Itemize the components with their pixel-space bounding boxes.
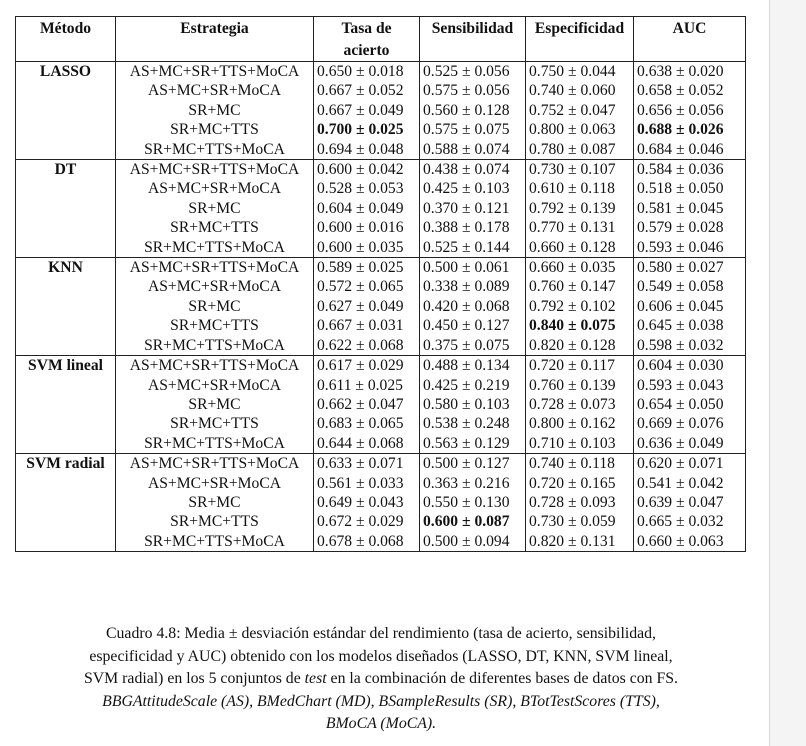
cell-auc: 0.658 ± 0.052 bbox=[634, 81, 746, 100]
cell-sens: 0.438 ± 0.074 bbox=[420, 160, 526, 180]
cell-spec: 0.770 ± 0.131 bbox=[526, 218, 634, 237]
cell-auc: 0.549 ± 0.058 bbox=[634, 277, 746, 296]
cell-spec-best: 0.840 ± 0.075 bbox=[529, 317, 616, 335]
cell-strategy: AS+MC+SR+MoCA bbox=[116, 81, 314, 100]
cell-method: DT bbox=[16, 160, 116, 180]
cell-method bbox=[16, 218, 116, 237]
cell-acc: 0.650 ± 0.018 bbox=[314, 62, 420, 82]
header-metodo: Método bbox=[16, 17, 116, 40]
cell-strategy: SR+MC+TTS bbox=[116, 512, 314, 531]
cell-auc: 0.593 ± 0.043 bbox=[634, 376, 746, 395]
cell-sens bbox=[420, 512, 526, 531]
cell-strategy: SR+MC+TTS+MoCA bbox=[116, 336, 314, 356]
cell-method bbox=[16, 512, 116, 531]
cell-acc: 0.667 ± 0.031 bbox=[314, 316, 420, 335]
cell-spec: 0.780 ± 0.087 bbox=[526, 140, 634, 160]
cell-spec: 0.820 ± 0.131 bbox=[526, 532, 634, 552]
caption-line-5: BMoCA (MoCA). bbox=[325, 715, 437, 732]
cell-acc bbox=[314, 120, 420, 139]
cell-acc: 0.678 ± 0.068 bbox=[314, 532, 420, 552]
table-row bbox=[16, 395, 746, 414]
cell-method bbox=[16, 376, 116, 395]
cell-method bbox=[16, 101, 116, 120]
cell-spec: 0.752 ± 0.047 bbox=[526, 101, 634, 120]
cell-acc: 0.672 ± 0.029 bbox=[314, 512, 420, 531]
cell-method bbox=[16, 532, 116, 552]
table-row bbox=[16, 140, 746, 160]
cell-acc: 0.589 ± 0.025 bbox=[314, 258, 420, 278]
cell-auc: 0.541 ± 0.042 bbox=[634, 474, 746, 493]
cell-acc: 0.528 ± 0.053 bbox=[314, 179, 420, 198]
caption-line-3-italic: test bbox=[304, 670, 327, 687]
cell-auc: 0.636 ± 0.049 bbox=[634, 434, 746, 454]
cell-spec: 0.792 ± 0.139 bbox=[526, 199, 634, 218]
cell-auc: 0.604 ± 0.030 bbox=[634, 356, 746, 376]
cell-method: LASSO bbox=[16, 62, 116, 82]
table-row bbox=[16, 454, 746, 474]
table-row bbox=[16, 376, 746, 395]
cell-method: KNN bbox=[16, 258, 116, 278]
cell-acc: 0.611 ± 0.025 bbox=[314, 376, 420, 395]
cell-method bbox=[16, 81, 116, 100]
table-row bbox=[16, 356, 746, 376]
table-row bbox=[16, 414, 746, 433]
cell-acc: 0.622 ± 0.068 bbox=[314, 336, 420, 356]
cell-strategy: SR+MC bbox=[116, 493, 314, 512]
cell-method bbox=[16, 395, 116, 414]
cell-acc: 0.572 ± 0.065 bbox=[314, 277, 420, 296]
cell-sens: 0.425 ± 0.219 bbox=[420, 376, 526, 395]
cell-strategy: SR+MC+TTS bbox=[116, 316, 314, 335]
cell-spec: 0.710 ± 0.103 bbox=[526, 434, 634, 454]
cell-sens: 0.575 ± 0.056 bbox=[420, 81, 526, 100]
header-especificidad: Especificidad bbox=[526, 17, 634, 40]
cell-spec: 0.760 ± 0.147 bbox=[526, 277, 634, 296]
cell-auc: 0.660 ± 0.063 bbox=[634, 532, 746, 552]
cell-method bbox=[16, 140, 116, 160]
cell-spec: 0.740 ± 0.118 bbox=[526, 454, 634, 474]
table-body bbox=[16, 62, 746, 552]
cell-spec: 0.720 ± 0.165 bbox=[526, 474, 634, 493]
header-especificidad-line2 bbox=[526, 39, 634, 62]
cell-method bbox=[16, 434, 116, 454]
cell-auc: 0.656 ± 0.056 bbox=[634, 101, 746, 120]
cell-sens: 0.420 ± 0.068 bbox=[420, 297, 526, 316]
table-row bbox=[16, 474, 746, 493]
cell-sens: 0.363 ± 0.216 bbox=[420, 474, 526, 493]
cell-spec: 0.730 ± 0.107 bbox=[526, 160, 634, 180]
cell-auc: 0.639 ± 0.047 bbox=[634, 493, 746, 512]
cell-method bbox=[16, 493, 116, 512]
cell-strategy: SR+MC+TTS+MoCA bbox=[116, 434, 314, 454]
cell-acc-best: 0.700 ± 0.025 bbox=[317, 121, 404, 139]
cell-method bbox=[16, 297, 116, 316]
cell-sens: 0.580 ± 0.103 bbox=[420, 395, 526, 414]
cell-spec: 0.800 ± 0.162 bbox=[526, 414, 634, 433]
cell-acc: 0.644 ± 0.068 bbox=[314, 434, 420, 454]
cell-sens: 0.525 ± 0.056 bbox=[420, 62, 526, 82]
caption-line-3-pre: SVM radial) en los 5 conjuntos de bbox=[83, 670, 305, 687]
cell-method bbox=[16, 474, 116, 493]
cell-acc: 0.600 ± 0.016 bbox=[314, 218, 420, 237]
header-estrategia: Estrategia bbox=[116, 17, 314, 40]
table-row bbox=[16, 160, 746, 180]
cell-spec: 0.820 ± 0.128 bbox=[526, 336, 634, 356]
cell-acc: 0.649 ± 0.043 bbox=[314, 493, 420, 512]
table-caption bbox=[16, 623, 746, 736]
cell-strategy: AS+MC+SR+MoCA bbox=[116, 474, 314, 493]
cell-auc: 0.638 ± 0.020 bbox=[634, 62, 746, 82]
cell-auc: 0.518 ± 0.050 bbox=[634, 179, 746, 198]
table-row bbox=[16, 277, 746, 296]
results-table-container bbox=[15, 16, 745, 552]
cell-strategy: SR+MC+TTS+MoCA bbox=[116, 238, 314, 258]
cell-sens-best: 0.600 ± 0.087 bbox=[423, 513, 510, 531]
cell-sens: 0.370 ± 0.121 bbox=[420, 199, 526, 218]
cell-acc: 0.683 ± 0.065 bbox=[314, 414, 420, 433]
cell-method bbox=[16, 414, 116, 433]
cell-sens: 0.488 ± 0.134 bbox=[420, 356, 526, 376]
cell-acc: 0.617 ± 0.029 bbox=[314, 356, 420, 376]
cell-auc: 0.645 ± 0.038 bbox=[634, 316, 746, 335]
header-auc-line2 bbox=[634, 39, 746, 62]
cell-strategy: AS+MC+SR+TTS+MoCA bbox=[116, 160, 314, 180]
cell-spec: 0.750 ± 0.044 bbox=[526, 62, 634, 82]
cell-acc: 0.694 ± 0.048 bbox=[314, 140, 420, 160]
cell-sens: 0.338 ± 0.089 bbox=[420, 277, 526, 296]
cell-strategy: SR+MC bbox=[116, 297, 314, 316]
cell-spec: 0.728 ± 0.073 bbox=[526, 395, 634, 414]
cell-acc: 0.600 ± 0.035 bbox=[314, 238, 420, 258]
cell-sens: 0.388 ± 0.178 bbox=[420, 218, 526, 237]
cell-spec: 0.800 ± 0.063 bbox=[526, 120, 634, 139]
cell-auc: 0.684 ± 0.046 bbox=[634, 140, 746, 160]
cell-auc: 0.620 ± 0.071 bbox=[634, 454, 746, 474]
table-row bbox=[16, 512, 746, 531]
cell-spec: 0.720 ± 0.117 bbox=[526, 356, 634, 376]
cell-acc: 0.633 ± 0.071 bbox=[314, 454, 420, 474]
table-row bbox=[16, 101, 746, 120]
cell-strategy: AS+MC+SR+MoCA bbox=[116, 179, 314, 198]
cell-acc: 0.604 ± 0.049 bbox=[314, 199, 420, 218]
table-row bbox=[16, 199, 746, 218]
cell-method bbox=[16, 199, 116, 218]
cell-sens: 0.500 ± 0.094 bbox=[420, 532, 526, 552]
cell-sens: 0.575 ± 0.075 bbox=[420, 120, 526, 139]
cell-strategy: AS+MC+SR+TTS+MoCA bbox=[116, 62, 314, 82]
header-sensibilidad: Sensibilidad bbox=[420, 17, 526, 40]
cell-acc: 0.627 ± 0.049 bbox=[314, 297, 420, 316]
cell-strategy: SR+MC+TTS+MoCA bbox=[116, 532, 314, 552]
cell-spec: 0.760 ± 0.139 bbox=[526, 376, 634, 395]
cell-auc: 0.598 ± 0.032 bbox=[634, 336, 746, 356]
cell-auc bbox=[634, 120, 746, 139]
table-header bbox=[16, 17, 746, 62]
cell-auc: 0.669 ± 0.076 bbox=[634, 414, 746, 433]
cell-acc: 0.600 ± 0.042 bbox=[314, 160, 420, 180]
header-metodo-line2 bbox=[16, 39, 116, 62]
table-row bbox=[16, 81, 746, 100]
cell-auc: 0.665 ± 0.032 bbox=[634, 512, 746, 531]
cell-spec: 0.728 ± 0.093 bbox=[526, 493, 634, 512]
cell-sens: 0.563 ± 0.129 bbox=[420, 434, 526, 454]
caption-line-3-post: en la combinación de diferentes bases de datos con FS. bbox=[326, 670, 678, 687]
table-row bbox=[16, 316, 746, 335]
cell-method: SVM lineal bbox=[16, 356, 116, 376]
table-row bbox=[16, 493, 746, 512]
table-row bbox=[16, 434, 746, 454]
table-row bbox=[16, 258, 746, 278]
cell-auc: 0.606 ± 0.045 bbox=[634, 297, 746, 316]
cell-sens: 0.500 ± 0.127 bbox=[420, 454, 526, 474]
cell-acc: 0.667 ± 0.052 bbox=[314, 81, 420, 100]
cell-sens: 0.375 ± 0.075 bbox=[420, 336, 526, 356]
cell-auc: 0.584 ± 0.036 bbox=[634, 160, 746, 180]
cell-auc: 0.580 ± 0.027 bbox=[634, 258, 746, 278]
cell-strategy: SR+MC+TTS bbox=[116, 218, 314, 237]
cell-method: SVM radial bbox=[16, 454, 116, 474]
table-row bbox=[16, 238, 746, 258]
cell-strategy: SR+MC+TTS bbox=[116, 414, 314, 433]
cell-spec: 0.730 ± 0.059 bbox=[526, 512, 634, 531]
cell-method bbox=[16, 316, 116, 335]
cell-strategy: AS+MC+SR+TTS+MoCA bbox=[116, 356, 314, 376]
cell-sens: 0.450 ± 0.127 bbox=[420, 316, 526, 335]
results-table bbox=[15, 16, 746, 552]
cell-sens: 0.525 ± 0.144 bbox=[420, 238, 526, 258]
cell-strategy: SR+MC bbox=[116, 101, 314, 120]
header-tasa-acierto-line1: Tasa de bbox=[314, 17, 420, 40]
cell-sens: 0.425 ± 0.103 bbox=[420, 179, 526, 198]
cell-auc: 0.593 ± 0.046 bbox=[634, 238, 746, 258]
cell-method bbox=[16, 120, 116, 139]
cell-acc: 0.561 ± 0.033 bbox=[314, 474, 420, 493]
cell-method bbox=[16, 238, 116, 258]
cell-method bbox=[16, 336, 116, 356]
cell-strategy: SR+MC+TTS bbox=[116, 120, 314, 139]
header-estrategia-line2 bbox=[116, 39, 314, 62]
cell-spec: 0.740 ± 0.060 bbox=[526, 81, 634, 100]
cell-strategy: AS+MC+SR+TTS+MoCA bbox=[116, 454, 314, 474]
cell-sens: 0.550 ± 0.130 bbox=[420, 493, 526, 512]
cell-spec bbox=[526, 316, 634, 335]
caption-line-4: BBGAttitudeScale (AS), BMedChart (MD), BSampleResults (SR), BTotTestScores (TTS), bbox=[102, 692, 660, 710]
cell-strategy: AS+MC+SR+TTS+MoCA bbox=[116, 258, 314, 278]
cell-auc-best: 0.688 ± 0.026 bbox=[637, 121, 724, 139]
cell-method bbox=[16, 179, 116, 198]
cell-method bbox=[16, 277, 116, 296]
caption-line-2: especificidad y AUC) obtenido con los modelos diseñados (LASSO, DT, KNN, SVM lineal, bbox=[89, 647, 673, 665]
cell-spec: 0.792 ± 0.102 bbox=[526, 297, 634, 316]
cell-strategy: AS+MC+SR+MoCA bbox=[116, 277, 314, 296]
cell-auc: 0.654 ± 0.050 bbox=[634, 395, 746, 414]
page-edge-panel bbox=[769, 0, 806, 746]
table-row bbox=[16, 297, 746, 316]
table-row bbox=[16, 62, 746, 82]
cell-sens: 0.588 ± 0.074 bbox=[420, 140, 526, 160]
table-row bbox=[16, 532, 746, 552]
header-tasa-acierto-line2: acierto bbox=[314, 39, 420, 62]
cell-sens: 0.538 ± 0.248 bbox=[420, 414, 526, 433]
cell-spec: 0.660 ± 0.035 bbox=[526, 258, 634, 278]
cell-strategy: SR+MC bbox=[116, 199, 314, 218]
table-row bbox=[16, 218, 746, 237]
caption-line-1: Cuadro 4.8: Media ± desviación estándar del rendimiento (tasa de acierto, sensibilidad, bbox=[106, 625, 656, 642]
cell-sens: 0.560 ± 0.128 bbox=[420, 101, 526, 120]
cell-acc: 0.667 ± 0.049 bbox=[314, 101, 420, 120]
header-sensibilidad-line2 bbox=[420, 39, 526, 62]
cell-auc: 0.579 ± 0.028 bbox=[634, 218, 746, 237]
table-row bbox=[16, 336, 746, 356]
cell-spec: 0.610 ± 0.118 bbox=[526, 179, 634, 198]
cell-strategy: SR+MC bbox=[116, 395, 314, 414]
table-row bbox=[16, 179, 746, 198]
header-auc: AUC bbox=[634, 17, 746, 40]
cell-acc: 0.662 ± 0.047 bbox=[314, 395, 420, 414]
cell-spec: 0.660 ± 0.128 bbox=[526, 238, 634, 258]
table-row bbox=[16, 120, 746, 139]
cell-strategy: AS+MC+SR+MoCA bbox=[116, 376, 314, 395]
cell-sens: 0.500 ± 0.061 bbox=[420, 258, 526, 278]
cell-strategy: SR+MC+TTS+MoCA bbox=[116, 140, 314, 160]
cell-auc: 0.581 ± 0.045 bbox=[634, 199, 746, 218]
